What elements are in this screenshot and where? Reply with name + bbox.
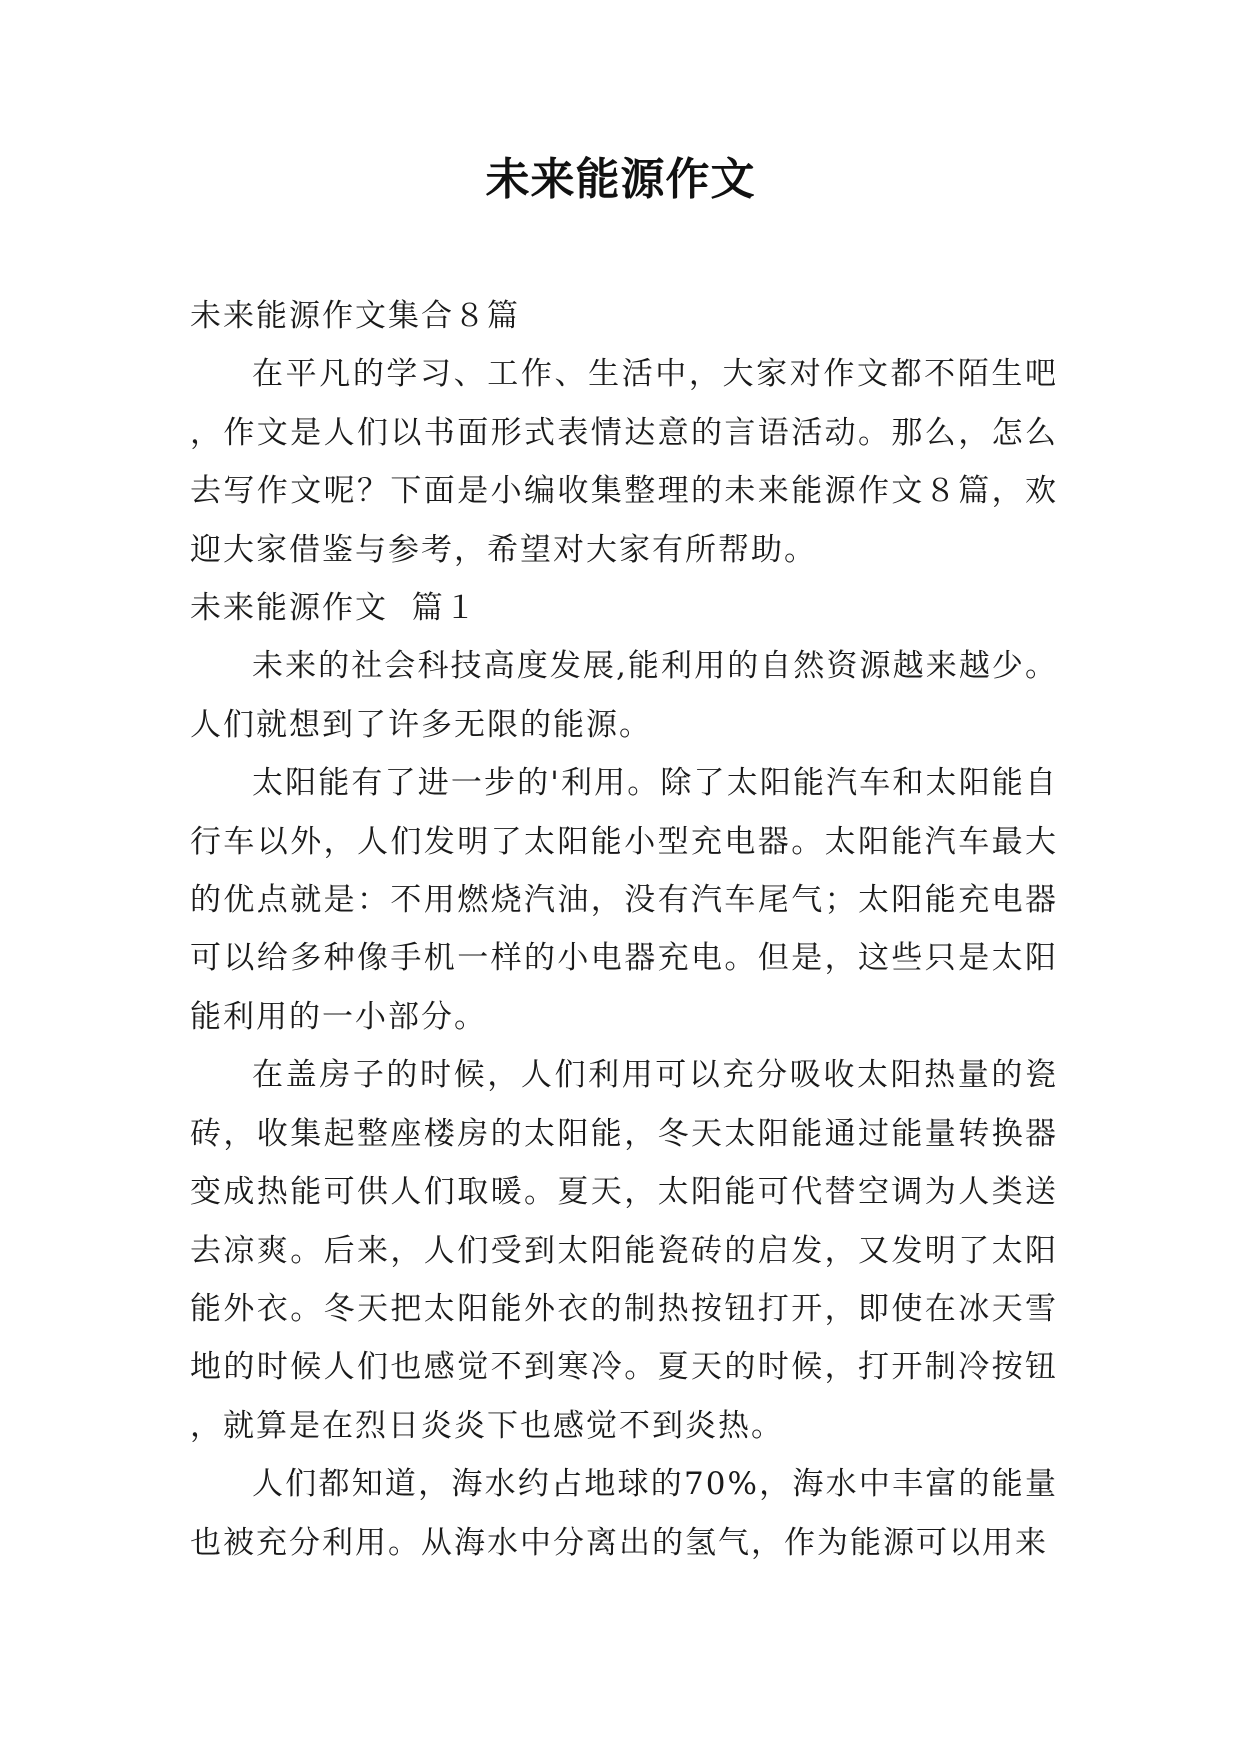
body-paragraph-3: 在盖房子的时候，人们利用可以充分吸收太阳热量的瓷砖，收集起整座楼房的太阳能，冬天太阳能通过能量转换器变成热能可供人们取暖。夏天，太阳能可代替空调为人类送去凉爽。后来，人们受到太阳能瓷砖的启发，又发明了太阳能外衣。冬天把太阳能外衣的制热按钮打开，即使在冰天雪地的时候人们也感觉不到寒冷。夏天的时候，打开制冷按钮，就算是在烈日炎炎下也感觉不到炎热。 <box>190 1057 1058 1444</box>
intro-paragraph: 在平凡的学习、工作、生活中，大家对作文都不陌生吧，作文是人们以书面形式表情达意的言语活动。那么，怎么去写作文呢？下面是小编收集整理的未来能源作文８篇，欢迎大家借鉴与参考，希望对大家有所帮助。 <box>190 356 1058 568</box>
collection-heading: 未来能源作文集合８篇 <box>190 298 520 334</box>
document-title: 未来能源作文 <box>485 154 756 205</box>
section-heading: 未来能源作文 篇１ <box>190 590 478 627</box>
body-paragraph-1: 未来的社会科技高度发展,能利用的自然资源越来越少。人们就想到了许多无限的能源。 <box>190 648 1058 743</box>
document-body <box>190 287 1058 1572</box>
body-paragraph-4: 人们都知道，海水约占地球的70%，海水中丰富的能量也被充分利用。从海水中分离出的氢气，作为能源可以用来 <box>190 1466 1058 1561</box>
body-paragraph-2: 太阳能有了进一步的'利用。除了太阳能汽车和太阳能自行车以外，人们发明了太阳能小型充电器。太阳能汽车最大的优点就是：不用燃烧汽油，没有汽车尾气；太阳能充电器可以给多种像手机一样的小电器充电。但是，这些只是太阳能利用的一小部分。 <box>190 765 1058 1035</box>
